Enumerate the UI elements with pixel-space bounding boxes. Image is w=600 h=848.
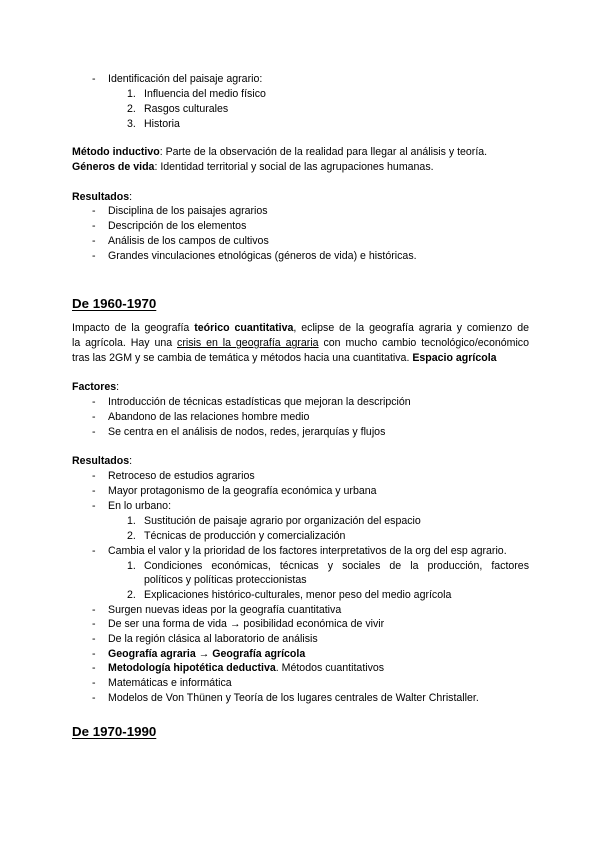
- list-item: Matemáticas e informática: [108, 677, 232, 689]
- resultados-heading: [72, 190, 132, 205]
- list-item: Técnicas de producción y comercialización: [144, 530, 346, 542]
- bullet-dash: -: [92, 545, 96, 557]
- metodo-text: : Parte de la observación de la realidad para llegar al análisis y teoría.: [159, 146, 488, 158]
- list-item: Descripción de los elementos: [108, 220, 247, 232]
- list-item: Historia: [144, 118, 180, 130]
- list-number: 1.: [127, 560, 136, 572]
- list-number: 1.: [127, 88, 136, 100]
- resultados-label: Resultados: [72, 191, 130, 203]
- text: la agrícola. Hay una: [72, 337, 178, 349]
- list-number: 2.: [127, 530, 136, 542]
- list-item: Análisis de los campos de cultivos: [108, 235, 269, 247]
- generos-label: Géneros de vida: [72, 161, 155, 173]
- list-item: Cambia el valor y la prioridad de los factores interpretativos de la org del esp agrario.: [108, 545, 507, 557]
- list-item: Condiciones económicas, técnicas y sociales de la producción, factores: [144, 560, 529, 572]
- list-item: De ser una forma de vida → posibilidad económica de vivir: [108, 618, 385, 630]
- colon: :: [129, 455, 133, 467]
- text: con mucho cambio tecnológico/económico: [318, 337, 529, 349]
- list-item: Mayor protagonismo de la geografía económica y urbana: [108, 485, 377, 497]
- text: Impacto de la geografía: [72, 322, 195, 334]
- resultados-label: Resultados: [72, 455, 130, 467]
- list-item: De la región clásica al laboratorio de análisis: [108, 633, 318, 645]
- bullet-dash: -: [92, 220, 96, 232]
- list-item: Sustitución de paisaje agrario por organización del espacio: [144, 515, 421, 527]
- list-item: Influencia del medio físico: [144, 88, 266, 100]
- bullet-dash: -: [92, 604, 96, 616]
- text: , eclipse de la geografía agraria y comienzo de: [293, 322, 529, 334]
- metodo-label: Método inductivo: [72, 146, 160, 158]
- list-item: Se centra en el análisis de nodos, redes, jerarquías y flujos: [108, 426, 386, 438]
- bullet-dash: -: [92, 633, 96, 645]
- generos-line: [72, 160, 434, 175]
- metodo-line: [72, 145, 487, 160]
- colon: :: [129, 191, 133, 203]
- list-item: Retroceso de estudios agrarios: [108, 470, 255, 482]
- list-item: Rasgos culturales: [144, 103, 229, 115]
- list-item: En lo urbano:: [108, 500, 172, 512]
- colon: :: [116, 381, 120, 393]
- list-item: Surgen nuevas ideas por la geografía cuantitativa: [108, 604, 342, 616]
- bold-text: Metodología hipotética deductiva: [108, 662, 276, 674]
- bullet-dash: -: [92, 205, 96, 217]
- generos-text: : Identidad territorial y social de las agrupaciones humanas.: [154, 161, 434, 173]
- list-item: Introducción de técnicas estadísticas que mejoran la descripción: [108, 396, 411, 408]
- list-item: Identificación del paisaje agrario:: [108, 73, 263, 85]
- bullet-dash: -: [92, 411, 96, 423]
- list-number: 2.: [127, 589, 136, 601]
- bullet-dash: -: [92, 426, 96, 438]
- factores-label: Factores: [72, 381, 117, 393]
- paragraph-line: [72, 336, 529, 351]
- bullet-dash: -: [92, 662, 96, 674]
- resultados-heading: [72, 454, 132, 469]
- list-item: Geografía agraria → Geografía agrícola: [108, 648, 306, 660]
- underlined-text: crisis en la geografía agraria: [177, 337, 319, 349]
- list-item-continuation: políticos y políticas proteccionistas: [144, 574, 307, 586]
- paragraph-line: [72, 321, 529, 336]
- bullet-dash: -: [92, 692, 96, 704]
- paragraph-line: [72, 351, 497, 366]
- list-item: Disciplina de los paisajes agrarios: [108, 205, 268, 217]
- list-item: Abandono de las relaciones hombre medio: [108, 411, 310, 423]
- bullet-dash: -: [92, 618, 96, 630]
- bullet-dash: -: [92, 470, 96, 482]
- bullet-dash: -: [92, 73, 96, 85]
- section-heading: De 1970-1990: [72, 724, 157, 739]
- bullet-dash: -: [92, 235, 96, 247]
- bullet-dash: -: [92, 500, 96, 512]
- list-item: Grandes vinculaciones etnológicas (géneros de vida) e históricas.: [108, 250, 417, 262]
- list-number: 3.: [127, 118, 136, 130]
- list-item: [108, 661, 384, 676]
- section-heading: De 1960-1970: [72, 296, 157, 311]
- bullet-dash: -: [92, 250, 96, 262]
- bold-text: teórico cuantitativa: [194, 322, 294, 334]
- bullet-dash: -: [92, 677, 96, 689]
- list-item: Modelos de Von Thünen y Teoría de los lugares centrales de Walter Christaller.: [108, 692, 479, 704]
- bullet-dash: -: [92, 396, 96, 408]
- bold-text: Espacio agrícola: [412, 352, 497, 364]
- text: . Métodos cuantitativos: [275, 662, 385, 674]
- factores-heading: [72, 380, 119, 395]
- list-number: 2.: [127, 103, 136, 115]
- list-number: 1.: [127, 515, 136, 527]
- text: tras las 2GM y se cambia de temática y métodos hacia una cuantitativa.: [72, 352, 413, 364]
- bullet-dash: -: [92, 648, 96, 660]
- list-item: Explicaciones histórico-culturales, menor peso del medio agrícola: [144, 589, 452, 601]
- bullet-dash: -: [92, 485, 96, 497]
